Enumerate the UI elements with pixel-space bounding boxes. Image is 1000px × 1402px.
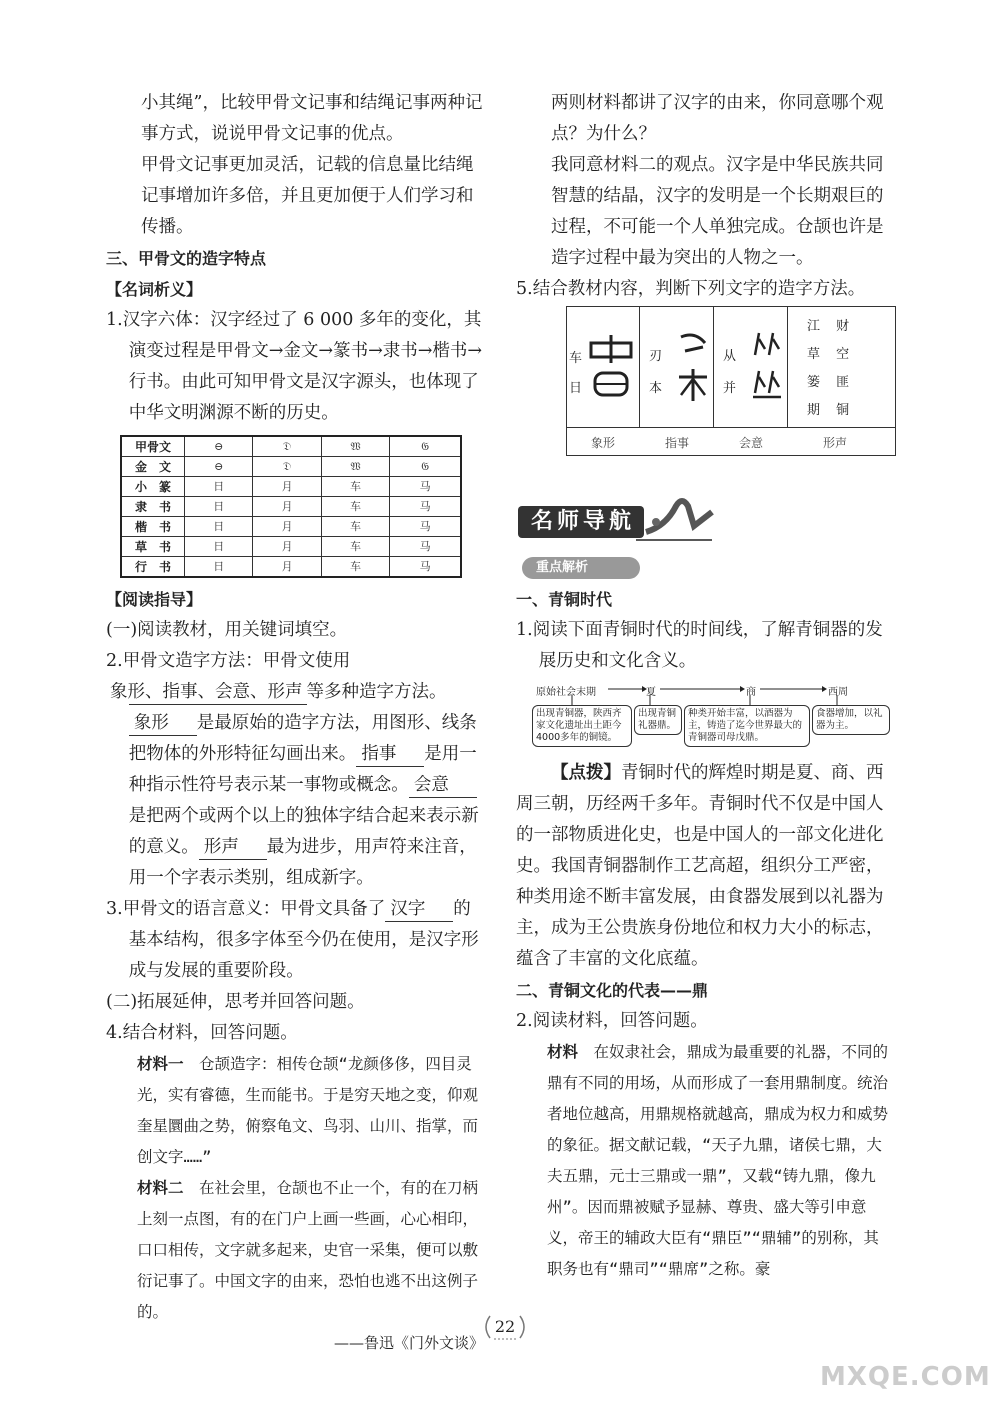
oracle-glyph-icon xyxy=(675,329,711,403)
glyph-cell: 车 xyxy=(321,557,389,578)
script-name-cell: 隶 书 xyxy=(121,497,185,517)
citation: ——鲁迅《门外文谈》 xyxy=(333,1334,484,1352)
section-heading: 二、青铜文化的代表——鼎 xyxy=(516,981,709,1000)
glyph-cell: 马 xyxy=(390,557,461,578)
glyph-cell: 马 xyxy=(390,477,461,497)
section-banner xyxy=(516,496,716,544)
sub-heading: (一)阅读教材，用关键词填空。 xyxy=(106,620,348,640)
glyph-cell: 车 xyxy=(321,537,389,557)
timeline-node: 西周 xyxy=(828,687,848,698)
right-column-bottom xyxy=(516,758,894,1285)
right-column xyxy=(516,88,894,305)
script-name-cell: 草 书 xyxy=(121,537,185,557)
item-text: 1.阅读下面青铜时代的时间线，了解青铜器的发展历史和文化含义。 xyxy=(516,620,883,671)
glyph-cell: ⊖ xyxy=(185,457,253,477)
tag-heading: 【阅读指导】 xyxy=(106,590,203,609)
glyph-cell: 车 xyxy=(321,477,389,497)
character-method-box: 车 日 刃 本 从 并 江 财 草 空 篓 匪 期 铜 象形 指事 会意 形声 xyxy=(566,306,896,456)
section-heading: 一、青铜时代 xyxy=(516,590,613,609)
table-row xyxy=(121,497,461,517)
glyph-cell: 𝔚 xyxy=(321,457,389,477)
glyph-cell: 日 xyxy=(185,497,253,517)
item-text: 1.汉字六体：汉字经过了 6 000 多年的变化，其演变过程是甲骨文→金文→篆书→隶书→楷书→行书。由此可知甲骨文是汉字源头，也体现了中华文明渊源不断的历史。 xyxy=(106,310,483,423)
material-two: 材料二 在社会里，仓颉也不止一个，有的在刀柄上刻一点图，有的在门户上画一些画，心心相印，口口相传，文字就多起来，史官一采集，便可以敷衍记事了。中国文字的由来，恐怕也逃不出这例子的。 xyxy=(137,1179,479,1321)
method-label: 会意 xyxy=(739,436,764,450)
glyph-cell: 月 xyxy=(253,497,321,517)
table-row xyxy=(121,436,461,457)
timeline-box: 出现青铜礼器鼎。 xyxy=(634,705,682,735)
glyph-cell: 车 xyxy=(321,497,389,517)
timeline-node: 原始社会末期 xyxy=(536,687,596,698)
right-column-lower xyxy=(516,584,894,677)
glyph-cell: 月 xyxy=(253,537,321,557)
glyph-cell: 日 xyxy=(185,517,253,537)
timeline-box: 出现青铜器，陕西齐家文化遗址出土距今4000多年的铜镜。 xyxy=(532,705,632,747)
item-text: 4.结合材料，回答问题。 xyxy=(106,1023,298,1043)
section-heading: 三、甲骨文的造字特点 xyxy=(106,249,267,268)
timeline-box: 种类开始丰富，以酒器为主，铸造了迄今世界最大的青铜器司母戊鼎。 xyxy=(684,705,810,747)
material-text: 材料 在奴隶社会，鼎成为最重要的礼器，不同的鼎有不同的用场，从而形成了一套用鼎制度。统治者地位越高，用鼎规格就越高，鼎成为权力和威势的象征。据文献记载，“天子九鼎，诸侯七鼎，大夫五鼎，元士三鼎或一鼎”，又载“铸九鼎，像九州”。因而鼎被赋予显赫、尊贵、盛大等引申意义，帝王的辅政大臣有“鼎臣”“鼎辅”的别称，其职务也有“鼎司”“鼎席”之称。豪 xyxy=(547,1043,889,1278)
glyph-cell: 𝔇 xyxy=(253,436,321,457)
banner-title: 名师导航 xyxy=(530,509,635,534)
glyph-cell: 马 xyxy=(390,537,461,557)
item-text: 2.阅读材料，回答问题。 xyxy=(516,1011,708,1031)
script-name-cell: 行 书 xyxy=(121,557,185,578)
glyph-cell: 马 xyxy=(390,497,461,517)
script-name-cell: 楷 书 xyxy=(121,517,185,537)
glyph-cell: ⊖ xyxy=(185,436,253,457)
left-column xyxy=(106,88,484,1359)
oracle-glyph-icon xyxy=(587,333,635,401)
watermark: MXQE.COM xyxy=(820,1362,991,1392)
glyph-cell: 日 xyxy=(185,557,253,578)
fill-blank: 象形、指事、会意、形声 xyxy=(129,680,307,705)
tip-text: 【点拨】青铜时代的辉煌时期是夏、商、西周三朝，历经两千多年。青铜时代不仅是中国人的一部物质进化史，也是中国人的一部文化进化史。我国青铜器制作工艺高超，组织分工严密，种类用途不断丰富发展，由食器发展到以礼器为主，成为王公贵族身份地位和权力大小的标志，蕴含了丰富的文化底蕴。 xyxy=(516,763,884,969)
fill-blank: 形声 xyxy=(199,835,267,860)
timeline-box: 食器增加，以礼器为主。 xyxy=(812,705,890,735)
answer-text: 我同意材料二的观点。汉字是中华民族共同智慧的结晶，汉字的发明是一个长期艰巨的过程，不可能一个人单独完成。仓颉也许是造字过程中最为突出的人物之一。 xyxy=(551,155,884,268)
glyph-cell: 月 xyxy=(253,517,321,537)
script-name-cell: 甲骨文 xyxy=(121,436,185,457)
glyph-cell: 日 xyxy=(185,477,253,497)
glyph-cell: 𝔚 xyxy=(321,436,389,457)
table-row xyxy=(121,557,461,578)
oracle-glyph-icon xyxy=(751,329,785,403)
question-text: 小其绳”，比较甲骨文记事和结绳记事两种记事方式，说说甲骨文记事的优点。 xyxy=(141,93,483,144)
item-text: 5.结合教材内容，判断下列文字的造字方法。 xyxy=(516,279,866,299)
glyph-cell: 月 xyxy=(253,477,321,497)
fill-blank: 会意 xyxy=(409,773,477,798)
glyph-cell: 车 xyxy=(321,517,389,537)
material-one: 材料一 仓颉造字：相传仓颉“龙颜侈侈，四目灵光，实有睿德，生而能书。于是穷天地之变，仰观奎星圜曲之势，俯察龟文、鸟羽、山川、指掌，而创文字……” xyxy=(137,1055,479,1166)
fill-blank: 汉字 xyxy=(385,897,453,922)
glyph-cell: 马 xyxy=(390,517,461,537)
key-analysis-badge: 重点解析 xyxy=(522,557,640,579)
script-name-cell: 小 篆 xyxy=(121,477,185,497)
table-row xyxy=(121,537,461,557)
method-label: 指事 xyxy=(665,436,690,450)
glyph-cell: 𝔊 xyxy=(390,436,461,457)
tag-heading: 【名词析义】 xyxy=(106,280,203,299)
script-evolution-table xyxy=(120,435,462,578)
bronze-timeline xyxy=(532,683,892,763)
question-text: 两则材料都讲了汉字的由来，你同意哪个观点？为什么？ xyxy=(551,93,884,144)
glyph-cell: 𝔇 xyxy=(253,457,321,477)
timeline-node: 夏 xyxy=(646,687,656,698)
answer-text: 甲骨文记事更加灵活，记载的信息量比结绳记事增加许多倍，并且更加便于人们学习和传播。 xyxy=(141,155,474,237)
item-text: 2.甲骨文造字方法：甲骨文使用象形、指事、会意、形声 等多种造字方法。象形 是最原始的造字方法，用图形、线条把物体的外形特征勾画出来。 指事 是用一种指示性符号表示某一事物或概念。 会意是把两个或两个以上的独体字结合起来表示新的意义。 形声 最为进步，用声符来注音，用一个字表示类别，组成新字。 xyxy=(106,651,479,888)
glyph-cell: 𝔊 xyxy=(390,457,461,477)
sub-heading: (二)拓展延伸，思考并回答问题。 xyxy=(106,992,365,1012)
table-row xyxy=(121,457,461,477)
fill-blank: 指事 xyxy=(356,742,424,767)
method-label: 形声 xyxy=(823,436,848,450)
glyph-cell: 日 xyxy=(185,537,253,557)
glyph-cell: 月 xyxy=(253,557,321,578)
page-number: 22 xyxy=(480,1312,530,1342)
table-row xyxy=(121,477,461,497)
script-name-cell: 金 文 xyxy=(121,457,185,477)
timeline-node: 商 xyxy=(746,687,756,698)
table-row xyxy=(121,517,461,537)
item-text: 3.甲骨文的语言意义：甲骨文具备了 汉字 的基本结构，很多字体至今仍在使用，是汉字形成与发展的重要阶段。 xyxy=(106,899,479,981)
fill-blank: 象形 xyxy=(129,711,197,736)
method-label: 象形 xyxy=(591,436,616,450)
